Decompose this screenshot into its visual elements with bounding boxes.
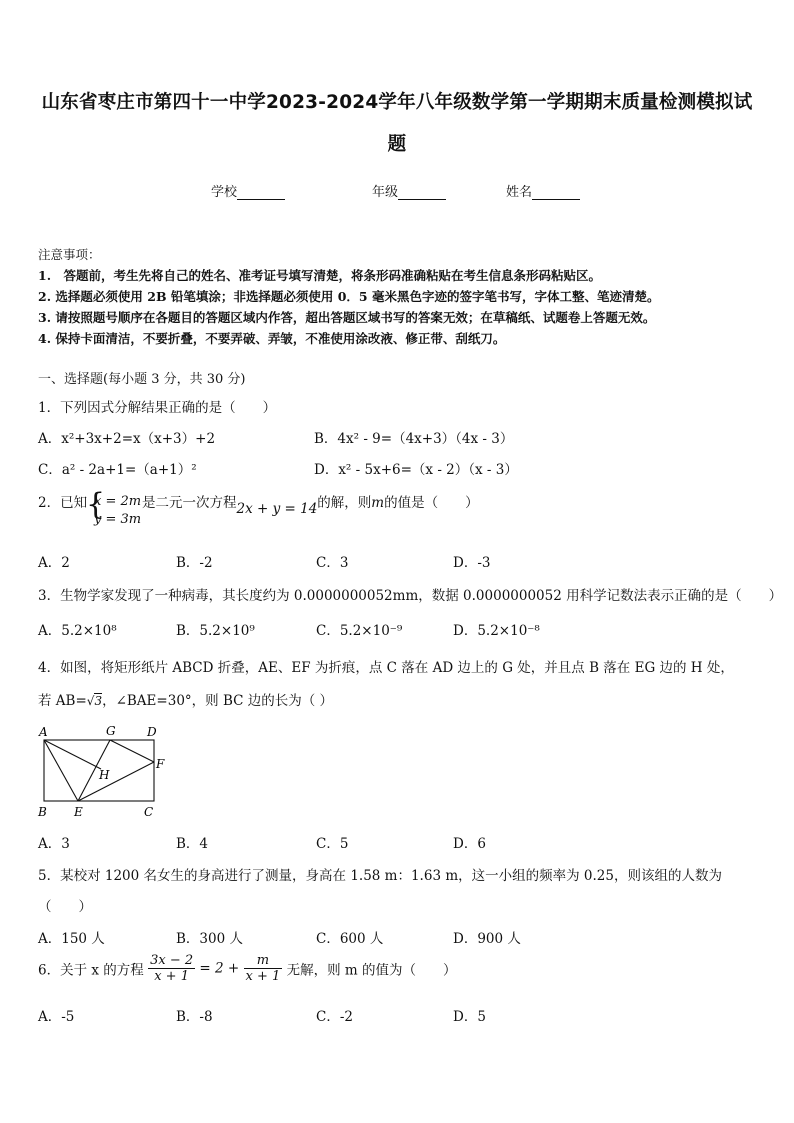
q1-option-b: B．4x² - 9=（4x+3）（4x - 3） [314, 431, 514, 447]
q1-option-d: D．x² - 5x+6=（x - 2）（x - 3） [314, 462, 518, 478]
q1-option-a: A．x²+3x+2=x（x+3）+2 [38, 431, 216, 447]
q5-option-c: C．600 人 [316, 931, 384, 947]
question-1-stem: 1．下列因式分解结果正确的是（ ） [38, 400, 277, 416]
question-4-stem: 4．如图，将矩形纸片 ABCD 折叠，AE、EF 为折痕，点 C 落在 AD 边上的 G 处，并且点 B 落在 EG 边的 H 处， [38, 660, 734, 676]
q2-option-b: B．-2 [176, 555, 213, 571]
q2-option-d: D．-3 [453, 555, 491, 571]
grade-field: 年级 [372, 181, 446, 200]
q4-option-d: D．6 [453, 836, 486, 852]
q4-option-b: B．4 [176, 836, 209, 852]
exam-page: 山东省枣庄市第四十一中学2023-2024学年八年级数学第一学期期末质量检测模拟试 题 学校 年级 姓名 注意事项： 1. 答题前，考生先将自己的姓名、准考证号填写清楚，将条形码准确粘贴在考生信息条形码粘贴区。 2. 选择题必须使用 2B 铅笔填涂；非选择题必须使用 0．5 毫米黑色字迹的签字笔书写，字体工整、笔迹清楚。 3. 请按照题号顺序在各题目的答题区域内作答，超出答题区域书写的答案无效；在草稿纸、试题卷上答题无效。 4. 保持卡面清洁，不要折叠，不要弄破、弄皱，不准使用涂改液、修正带、刮纸刀。 一、选择题(每小题 3 分，共 30 分) 1．下列因式分解结果正确的是（ ） A．x²+3x+2=x（x+3）+2 B．4x² - 9=（4x+3）（4x - 3） C．a² - 2a+1=（a+1）² D．x² - 5x+6=（x - 2）（x - 3） 2．已知 { x = 2m y = 3m 是二元一次方程2x + y = 14的解，则m的值是（ ） A．2 B．-2 C．3 D．-3 3．生物学家发现了一种病毒，其长度约为 0.0000000052mm，数据 0.0000000052 用科学记数法表示正确的是（ ） A．5.2×10⁸ B．5.2×10⁹ C．5.2×10⁻⁹ D．5.2×10⁻⁸ 4．如图，将矩形纸片 ABCD 折叠，AE、EF 为折痕，点 C 落在 AD 边上的 G 处，并且点 B 落在 EG 边的 H 处， 若 AB=√3，∠BAE=30°，则 BC 边的长为（ ） A G D F H B E C A．3 B．4 C．5 D．6 5．某校对 1200 名女生的身高进行了测量，身高在 1.58 m：1.63 m，这一小组的频率为 0.25，则该组的人数为 （ ） A．150 人 B．300 人 C．600 人 D．900 人 6．关于 x 的方程 $\frac{3x - 2}{x + 1}$ = 2 + $\frac{m}{x + 1}$ 无解，则 m 的值为（ ） A．-5 B．-8 C．-2 D．5 [0, 0, 794, 1123]
label-e: E [74, 805, 83, 819]
label-c: C [144, 805, 154, 819]
q3-option-d: D．5.2×10⁻⁸ [453, 623, 540, 639]
label-h: H [99, 768, 110, 782]
q3-option-a: A．5.2×10⁸ [38, 623, 117, 639]
name-field: 姓名 [506, 181, 580, 200]
q1-option-c: C．a² - 2a+1=（a+1）² [38, 462, 197, 478]
q3-option-b: B．5.2×10⁹ [176, 623, 255, 639]
q6-option-c: C．-2 [316, 1009, 353, 1025]
fold-line-ef [78, 762, 154, 801]
q6-option-a: A．-5 [38, 1009, 75, 1025]
rectangle-fold-figure [36, 722, 170, 820]
label-d: D [147, 725, 157, 739]
question-5-stem: 5．某校对 1200 名女生的身高进行了测量，身高在 1.58 m：1.63 m，这一小组的频率为 0.25，则该组的人数为 [38, 868, 722, 884]
q2-option-a: A．2 [38, 555, 70, 571]
q5-option-d: D．900 人 [453, 931, 521, 947]
q5-option-b: B．300 人 [176, 931, 243, 947]
note-item: 3. 请按照题号顺序在各题目的答题区域内作答，超出答题区域书写的答案无效；在草稿纸、试题卷上答题无效。 [38, 310, 656, 325]
q5-option-a: A．150 人 [38, 931, 105, 947]
q6-option-d: D．5 [453, 1009, 486, 1025]
q6-option-b: B．-8 [176, 1009, 213, 1025]
system-line-1: x = 2m [94, 494, 142, 509]
fraction-2: $\frac{m}{x + 1}$ [245, 953, 281, 984]
page-title: 山东省枣庄市第四十一中学2023-2024学年八年级数学第一学期期末质量检测模拟试 [41, 92, 753, 113]
question-4-stem-2: 若 AB=√3，∠BAE=30°，则 BC 边的长为（ ） [38, 693, 334, 709]
label-b: B [38, 805, 47, 819]
q2-option-c: C．3 [316, 555, 349, 571]
question-2-pre: 2．已知 [38, 495, 88, 511]
q3-option-c: C．5.2×10⁻⁹ [316, 623, 403, 639]
label-g: G [106, 724, 116, 738]
school-field: 学校 [211, 181, 285, 200]
note-item: 2. 选择题必须使用 2B 铅笔填涂；非选择题必须使用 0．5 毫米黑色字迹的签字笔书写，字体工整、笔迹清楚。 [38, 289, 660, 304]
system-line-2: y = 3m [94, 512, 142, 527]
label-a: A [39, 725, 48, 739]
question-3-stem: 3．生物学家发现了一种病毒，其长度约为 0.0000000052mm，数据 0.0000000052 用科学记数法表示正确的是（ ） [38, 588, 783, 604]
q4-option-a: A．3 [38, 836, 70, 852]
note-item: 4. 保持卡面清洁，不要折叠，不要弄破、弄皱，不准使用涂改液、修正带、刮纸刀。 [38, 331, 506, 346]
q4-option-c: C．5 [316, 836, 349, 852]
notes-heading: 注意事项： [38, 247, 101, 262]
question-2-mid: 是二元一次方程2x + y = 14的解，则m的值是（ ） [142, 495, 479, 517]
page-title-continued: 题 [387, 134, 407, 155]
segment-gf [110, 740, 154, 762]
section-heading: 一、选择题(每小题 3 分，共 30 分) [38, 372, 246, 387]
note-item: 1. 答题前，考生先将自己的姓名、准考证号填写清楚，将条形码准确粘贴在考生信息条形码粘贴区。 [38, 268, 602, 283]
question-5-stem-2: （ ） [38, 899, 92, 915]
fraction-1: $\frac{3x - 2}{x + 1}$ [150, 953, 194, 984]
label-f: F [156, 757, 165, 771]
question-6-stem: 6．关于 x 的方程 $\frac{3x - 2}{x + 1}$ = 2 + $\frac{m}{x + 1}$ 无解，则 m 的值为（ ） [38, 953, 457, 984]
